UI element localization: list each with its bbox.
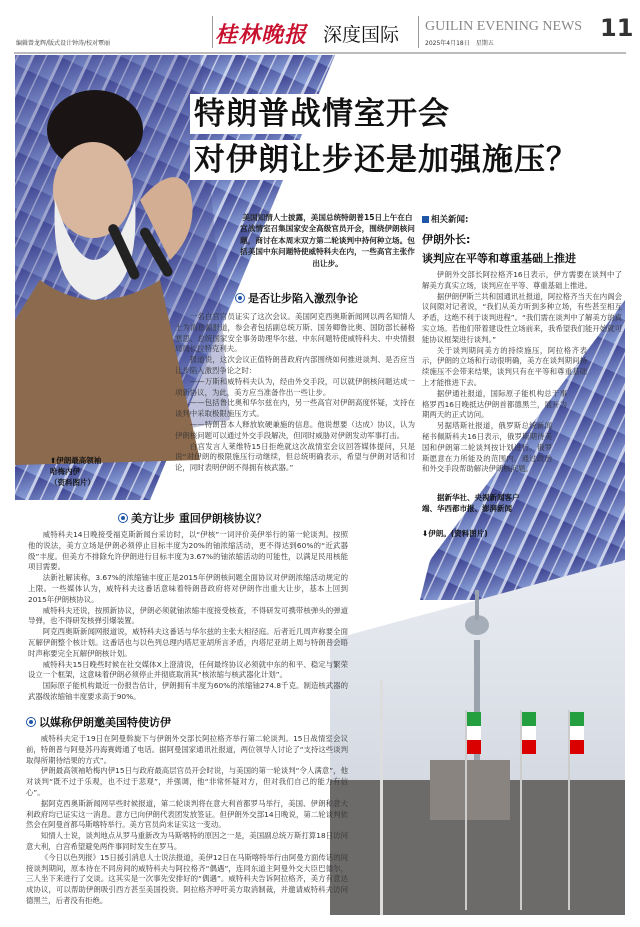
paragraph: ——特朗普本人释放软硬兼施的信息。他说想要（达成）协议，认为伊朗核问题可以通过外交手段解决，但同时威胁对伊朗发动军事打击。 <box>175 419 415 440</box>
section-heading <box>118 510 267 526</box>
section-heading-text: 以媒称伊朗邀美国特使访伊 <box>39 716 171 729</box>
header-rule <box>14 52 626 54</box>
related-news-label <box>422 213 468 225</box>
paragraph: 另据塔斯社报道，俄罗斯总统新闻秘书佩斯科夫16日表示，俄罗斯期待美国和伊朗第二轮谈判按计划进行。俄罗斯愿意在力所能及的范围内，通过政治和外交手段帮助解决伊朗核问题。 <box>422 421 552 474</box>
newspaper-logo: 桂林晚报 <box>215 22 308 48</box>
section-heading <box>26 714 171 730</box>
news-source: 据新华社、央视新闻客户端、华西都市报、澎湃新闻 <box>422 493 520 513</box>
caption-line: 哈梅内伊 <box>50 467 80 476</box>
paragraph: 伊朗最高领袖哈梅内伊15日与政府最高层官员开会时说，与美国的第一轮谈判“令人满意”，他对谈判“既不过于乐观，也不过于悲观”，并强调，他“非常怀疑对方，但对我们自己的能力有信心”。 <box>26 766 348 797</box>
paragraph: ——包括鲁比奥和华尔兹在内，另一些高官对伊朗高度怀疑，支持在谈判中采取极限施压方式。 <box>175 398 415 419</box>
paragraph: 一名白宫官员证实了这次会议。美国阿克西奥斯新闻网以两名知情人士为消息源报道，参会者包括副总统万斯、国务卿鲁比奥、国防部长赫格塞思、总统国家安全事务助理华尔兹、中东问题特使威特科夫、中央情报局局长拉特克利夫。 <box>175 312 415 354</box>
divider <box>212 16 213 48</box>
flag <box>522 712 536 754</box>
section-title: 深度国际 <box>323 24 400 46</box>
related-body <box>422 270 622 475</box>
paragraph: 《今日以色列报》15日援引消息人士说法报道，美伊12日在马斯喀特举行由阿曼方面传话的间接谈判期间，原本待在不同房间的威特科夫与阿拉格齐“偶遇”，连同东道主阿曼外交大臣巴德尔，三人坐下来进行了交谈。这其实是一次事先安排好的“偶遇”。威特科夫告诉阿拉格齐，美方有意达成协议，可以帮助伊朗吸引西方甚至美国投资。阿拉格齐呼吁美方取消制裁，并邀请威特科夫访问德黑兰，后者没有拒绝。 <box>26 852 348 905</box>
related-label-text: 相关新闻: <box>431 215 469 225</box>
lead-paragraph: 美国知情人士披露，美国总统特朗普15日上午在白宫战情室召集国家安全高级官员开会，围绕伊朗核问题，商讨在本周末双方第二轮谈判中持何种立场。包括美国中东问题特使威特科夫在内，一些高官主张作出让步。 <box>240 213 415 268</box>
paragraph: 据伊朗伊斯兰共和国通讯社报道，阿拉格齐当天在内阁会议间隙对记者说，“我们从美方听到多种立场，有些甚至相互矛盾，这绝不利于谈判进程”。“我们需在谈判中了解美方的真实立场。若他们带着建设性立场前来，我希望我们能开始就可能协议框架进行谈判。” <box>422 291 622 344</box>
headline-line-2: 对伊朗让步还是加强施压？ <box>190 140 582 180</box>
paragraph: 威特科夫15日晚些时候在社交媒体X上澄清说，任何最终协议必须就中东的和平、稳定与繁荣设立一个框架，这意味着伊朗必须停止并彻底取消其“核浓缩与核武器化计划”。 <box>28 659 348 680</box>
caption-line: （资料图片） <box>50 478 95 487</box>
paragraph: 威特科夫定于19日在阿曼斡旋下与伊朗外交部长阿拉格齐举行第二轮谈判。15日战情室会议前，特朗普与阿曼苏丹海赛姆通了电话。据阿曼国家通讯社报道，两位领导人讨论了“支持这些谈判取得所期待结果的方式”。 <box>26 734 348 765</box>
page-number: 11 <box>600 14 634 42</box>
tehran-photo-caption: ⬇伊朗。(资料图片) <box>422 529 488 538</box>
section-heading <box>235 290 358 306</box>
bullet-icon <box>118 513 128 523</box>
related-title-2: 谈判应在平等和尊重基础上推进 <box>422 252 576 265</box>
section-body <box>28 530 348 703</box>
paragraph: 关于谈判期间美方的持续施压，阿拉格齐表示，伊朗的立场和行动很明确，美方在谈判期间持续施压不会带来结果，谈判只有在平等和尊重基础上才能推进下去。 <box>422 345 587 387</box>
paragraph: 法新社解读称，3.67%的浓缩铀丰度正是2015年伊朗核问题全面协议对伊朗浓缩活动规定的上限。一些媒体认为，威特科夫这番话意味着特朗普政府将对伊朗作出重大让步，基本上回到2015年伊朗核协议。 <box>28 573 348 604</box>
paragraph: 伊朗外交部长阿拉格齐16日表示，伊方需要在谈判中了解美方真实立场，谈判应在平等、尊重基础上推进。 <box>422 270 622 290</box>
paragraph: 国际原子能机构最近一份报告估计，伊朗拥有丰度为60%的浓缩铀274.8千克。制造核武器的武器级浓缩铀丰度要求高于90%。 <box>28 681 348 701</box>
bullet-icon <box>235 293 245 303</box>
square-icon <box>422 216 429 223</box>
paragraph: 阿克西奥斯新闻网报道说，威特科夫这番话与华尔兹的主张大相径庭。后者近几周声称要全面瓦解伊朗整个核计划。这番话也与以色列总理内塔尼亚胡所言矛盾，内塔尼亚胡上周与特朗普会晤时声称要完全瓦解伊朗核计划。 <box>28 627 348 658</box>
english-name: GUILIN EVENING NEWS <box>425 19 583 34</box>
section-heading-text: 是否让步陷入激烈争论 <box>248 292 358 305</box>
paragraph: 威特科夫还说，按照新协议，伊朗必须就铀浓缩丰度接受核查，不得研发可携带核弹头的弹道导弹，也不得研发核弹引爆装置。 <box>28 605 348 626</box>
paragraph: 据阿克西奥斯新闻网早些时候报道，第二轮谈判将在意大利首都罗马举行，美国、伊朗和意大利政府均已证实这一消息。意方已向伊朗代表团发放签证。但伊朗外交部14日晚说，第二轮谈判依然会在阿曼首都马斯喀特举行。美方官员尚未证实这一变动。 <box>26 798 348 830</box>
paragraph: 报道说，这次会议正值特朗普政府内部围绕如何推进谈判、是否应当让步陷入激烈争论之时： <box>175 355 415 375</box>
paragraph: 知情人士说，谈判地点从罗马重新改为马斯喀特的原因之一是，美国副总统万斯打算18日访问意大利，白宫希望避免两件事同时发生在罗马。 <box>26 831 348 851</box>
tehran-photo <box>330 560 625 915</box>
section-body <box>26 734 348 907</box>
caption-line: ⬆伊朗最高领袖 <box>50 456 102 465</box>
paragraph: 据伊通社报道，国际原子能机构总干事格罗西16日晚抵达伊朗首都德黑兰，展开为期两天的正式访问。 <box>422 388 567 420</box>
editor-credits: 编辑曾龙辉/版式设计钟涛/校对覃丽 <box>16 40 111 47</box>
divider <box>418 16 419 48</box>
flag <box>570 712 584 754</box>
paragraph: 白宫发言人莱维特15日拒绝就这次战情室会议回答媒体提问，只是说“对伊朗的极限施压行动继续，但总统明确表示，希望与伊朗对话和讨论，同时表明伊朗不得拥有核武器。” <box>175 441 415 473</box>
paragraph: 威特科夫14日晚接受福克斯新闻台采访时，以“伊核”一词评价美伊举行的第一轮谈判。按照他的说法，美方立场是伊朗必须停止目标丰度为20%的铀浓缩活动，更不得达到60%的“近武器级”丰度。但美方不排除允许伊朗进行目标丰度为3.67%的铀浓缩活动的可能性，以满足民用核能项目需要。 <box>28 530 348 572</box>
section-body <box>175 312 415 474</box>
issue-date: 2025年4月18日 星期五 <box>425 40 494 47</box>
section-heading-text: 美方让步 重回伊朗核协议？ <box>131 512 267 525</box>
flag <box>467 712 481 754</box>
headline-line-1: 特朗普战情室开会 <box>190 94 454 134</box>
leader-photo-caption <box>50 455 130 488</box>
paragraph: ——万斯和威特科夫认为，经由外交手段，可以就伊朗核问题达成一项新协议，为此，美方应当准备作出一些让步。 <box>175 376 415 397</box>
related-title-1: 伊朗外长: <box>422 233 471 246</box>
bullet-icon <box>26 717 36 727</box>
